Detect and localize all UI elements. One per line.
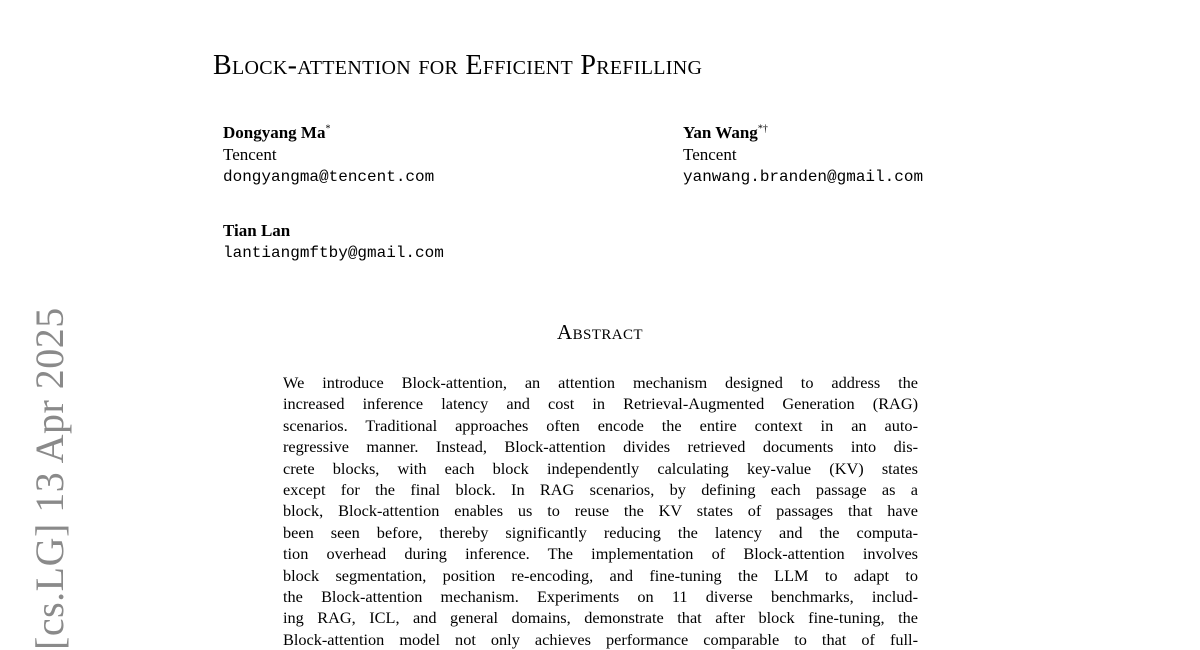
author-email: dongyangma@tencent.com	[223, 168, 435, 186]
abstract-line: regressive manner. Instead, Block-attention divides retrieved documents into dis-	[283, 437, 918, 457]
abstract-heading: Abstract	[557, 320, 643, 344]
author-footnote-mark: *†	[757, 123, 768, 135]
paper-title: Block-attention for Efficient Prefilling	[213, 50, 703, 81]
author-affiliation: Tencent	[683, 145, 737, 164]
abstract-body	[283, 372, 918, 650]
author-affiliation: Tencent	[223, 145, 277, 164]
abstract-line: block segmentation, position re-encoding, and fine-tuning the LLM to adapt to	[283, 565, 918, 585]
abstract-line: Block-attention model not only achieves performance comparable to that of full-	[283, 629, 918, 649]
abstract-line: scenarios. Traditional approaches often encode the entire context in an auto-	[283, 415, 918, 435]
arxiv-stamp-text: [cs.LG] 13 Apr 2025	[27, 307, 72, 650]
abstract-line: crete blocks, with each block independently calculating key-value (KV) states	[283, 458, 918, 478]
abstract-line: increased inference latency and cost in Retrieval-Augmented Generation (RAG)	[283, 394, 918, 414]
author-block-3	[223, 220, 444, 264]
abstract-line: tion overhead during inference. The implementation of Block-attention involves	[283, 544, 918, 564]
abstract-line: been seen before, thereby significantly reducing the latency and the computa-	[283, 522, 918, 542]
author-footnote-mark: *	[325, 123, 331, 135]
author-block-2	[683, 122, 923, 188]
abstract-line: ing RAG, ICL, and general domains, demonstrate that after block fine-tuning, the	[283, 608, 918, 628]
abstract-line: block, Block-attention enables us to reuse the KV states of passages that have	[283, 501, 918, 521]
abstract-line: the Block-attention mechanism. Experiments on 11 diverse benchmarks, includ-	[283, 586, 918, 606]
author-email: yanwang.branden@gmail.com	[683, 168, 924, 186]
abstract-line: We introduce Block-attention, an attention mechanism designed to address the	[283, 373, 918, 392]
author-name: Yan Wang*†	[683, 123, 768, 142]
author-block-1	[223, 122, 434, 188]
author-name: Dongyang Ma*	[223, 123, 331, 142]
arxiv-side-stamp	[27, 307, 72, 650]
abstract-line: except for the final block. In RAG scenarios, by defining each passage as a	[283, 479, 918, 499]
author-email: lantiangmftby@gmail.com	[223, 244, 444, 262]
author-name: Tian Lan	[223, 221, 291, 240]
